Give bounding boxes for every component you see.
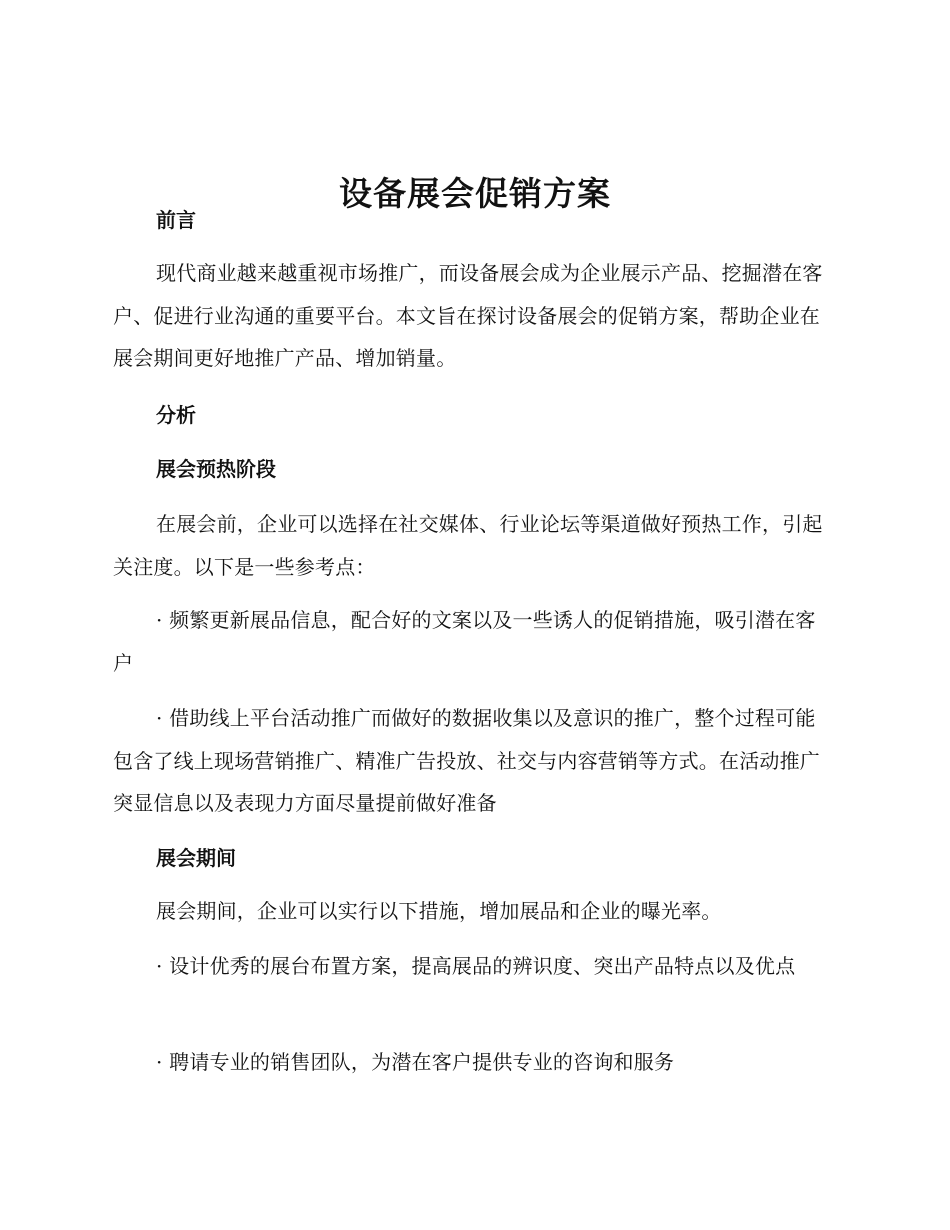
bullet-item-preheat-1: · 频繁更新展品信息，配合好的文案以及一些诱人的促销措施，吸引潜在客户 (113, 608, 816, 675)
bullet-item-during-1: · 设计优秀的展台布置方案，提高展品的辨识度、突出产品特点以及优点 (156, 954, 796, 978)
document-title: 设备展会促销方案 (339, 174, 611, 214)
subsection-heading-preheat: 展会预热阶段 (156, 457, 276, 481)
subsection-heading-during: 展会期间 (156, 846, 236, 870)
paragraph-preface: 现代商业越来越重视市场推广，而设备展会成为企业展示产品、挖掘潜在客户、促进行业沟通的重要平台。本文旨在探讨设备展会的促销方案，帮助企业在展会期间更好地推广产品、增加销量。 (113, 261, 823, 370)
bullet-item-during-2: · 聘请专业的销售团队，为潜在客户提供专业的咨询和服务 (156, 1050, 675, 1074)
bullet-item-preheat-2: · 借助线上平台活动推广而做好的数据收集以及意识的推广，整个过程可能包含了线上现场营销推广、精准广告投放、社交与内容营销等方式。在活动推广突显信息以及表现力方面尽量提前做好准备 (113, 706, 820, 815)
section-heading-preface: 前言 (156, 208, 196, 232)
section-heading-analysis: 分析 (156, 403, 196, 427)
paragraph-preheat-intro: 在展会前，企业可以选择在社交媒体、行业论坛等渠道做好预热工作，引起关注度。以下是一些参考点： (113, 512, 823, 579)
paragraph-during-intro: 展会期间，企业可以实行以下措施，增加展品和企业的曝光率。 (156, 899, 722, 923)
